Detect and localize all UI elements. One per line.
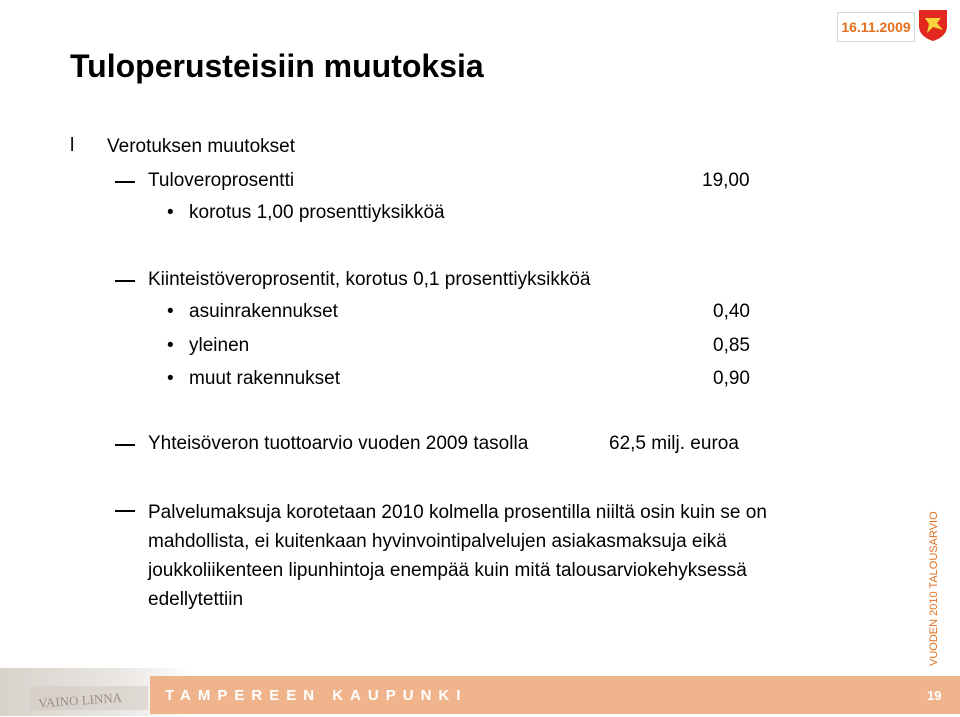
item-palvelu-text: [148, 498, 858, 614]
item-asuin-value: 0,40: [713, 301, 750, 322]
dash-marker: [115, 181, 135, 183]
item-yleinen-value: 0,85: [713, 335, 750, 356]
footer-org-name: TAMPEREEN KAUPUNKI: [165, 687, 468, 704]
item-yhteiso-value: 62,5 milj. euroa: [609, 433, 739, 454]
side-label-text: VUODEN 2010 TALOUSARVIO: [928, 511, 940, 666]
slide-title: Tuloperusteisiin muutoksia: [70, 48, 484, 84]
item-yhteiso-label: Yhteisöveron tuottoarvio vuoden 2009 tasolla: [148, 433, 529, 454]
dash-marker: [115, 444, 135, 446]
dash-marker: [115, 510, 135, 512]
item-tulovero-label: Tuloveroprosentti: [148, 170, 295, 191]
item-asuin-label: asuinrakennukset: [189, 301, 338, 322]
tampere-coat-of-arms-icon: [917, 8, 949, 42]
bullet-marker: •: [167, 301, 174, 322]
page-number: 19: [927, 688, 942, 703]
date-label: 16.11.2009: [837, 12, 915, 42]
item-yleinen-label: yleinen: [189, 335, 250, 356]
paragraph-line: mahdollista, ei kuitenkaan hyvinvointipalvelujen asiakasmaksuja eikä: [148, 531, 727, 552]
bullet-marker: l: [70, 135, 75, 156]
bullet-marker: •: [167, 335, 174, 356]
paragraph-line: Palvelumaksuja korotetaan 2010 kolmella prosentilla niiltä osin kuin se on: [148, 502, 767, 523]
item-verotus-label: Verotuksen muutokset: [107, 136, 295, 157]
item-tulovero-value: 19,00: [702, 170, 750, 191]
svg-text:VAINO LINNA: VAINO LINNA: [37, 689, 123, 711]
item-korotus-label: korotus 1,00 prosenttiyksikköä: [189, 202, 445, 223]
paragraph-line: joukkoliikenteen lipunhintoja enempää kuin mitä talousarviokehyksessä: [148, 560, 747, 581]
bullet-marker: •: [167, 202, 174, 223]
item-kiinteisto-label: Kiinteistöveroprosentit, korotus 0,1 prosenttiyksikköä: [148, 269, 591, 290]
stamp-image: [30, 682, 150, 712]
item-muut-label: muut rakennukset: [189, 368, 341, 389]
bullet-marker: •: [167, 368, 174, 389]
paragraph-line: edellytettiin: [148, 589, 244, 610]
dash-marker: [115, 280, 135, 282]
side-label: [924, 511, 944, 666]
item-muut-value: 0,90: [713, 368, 750, 389]
